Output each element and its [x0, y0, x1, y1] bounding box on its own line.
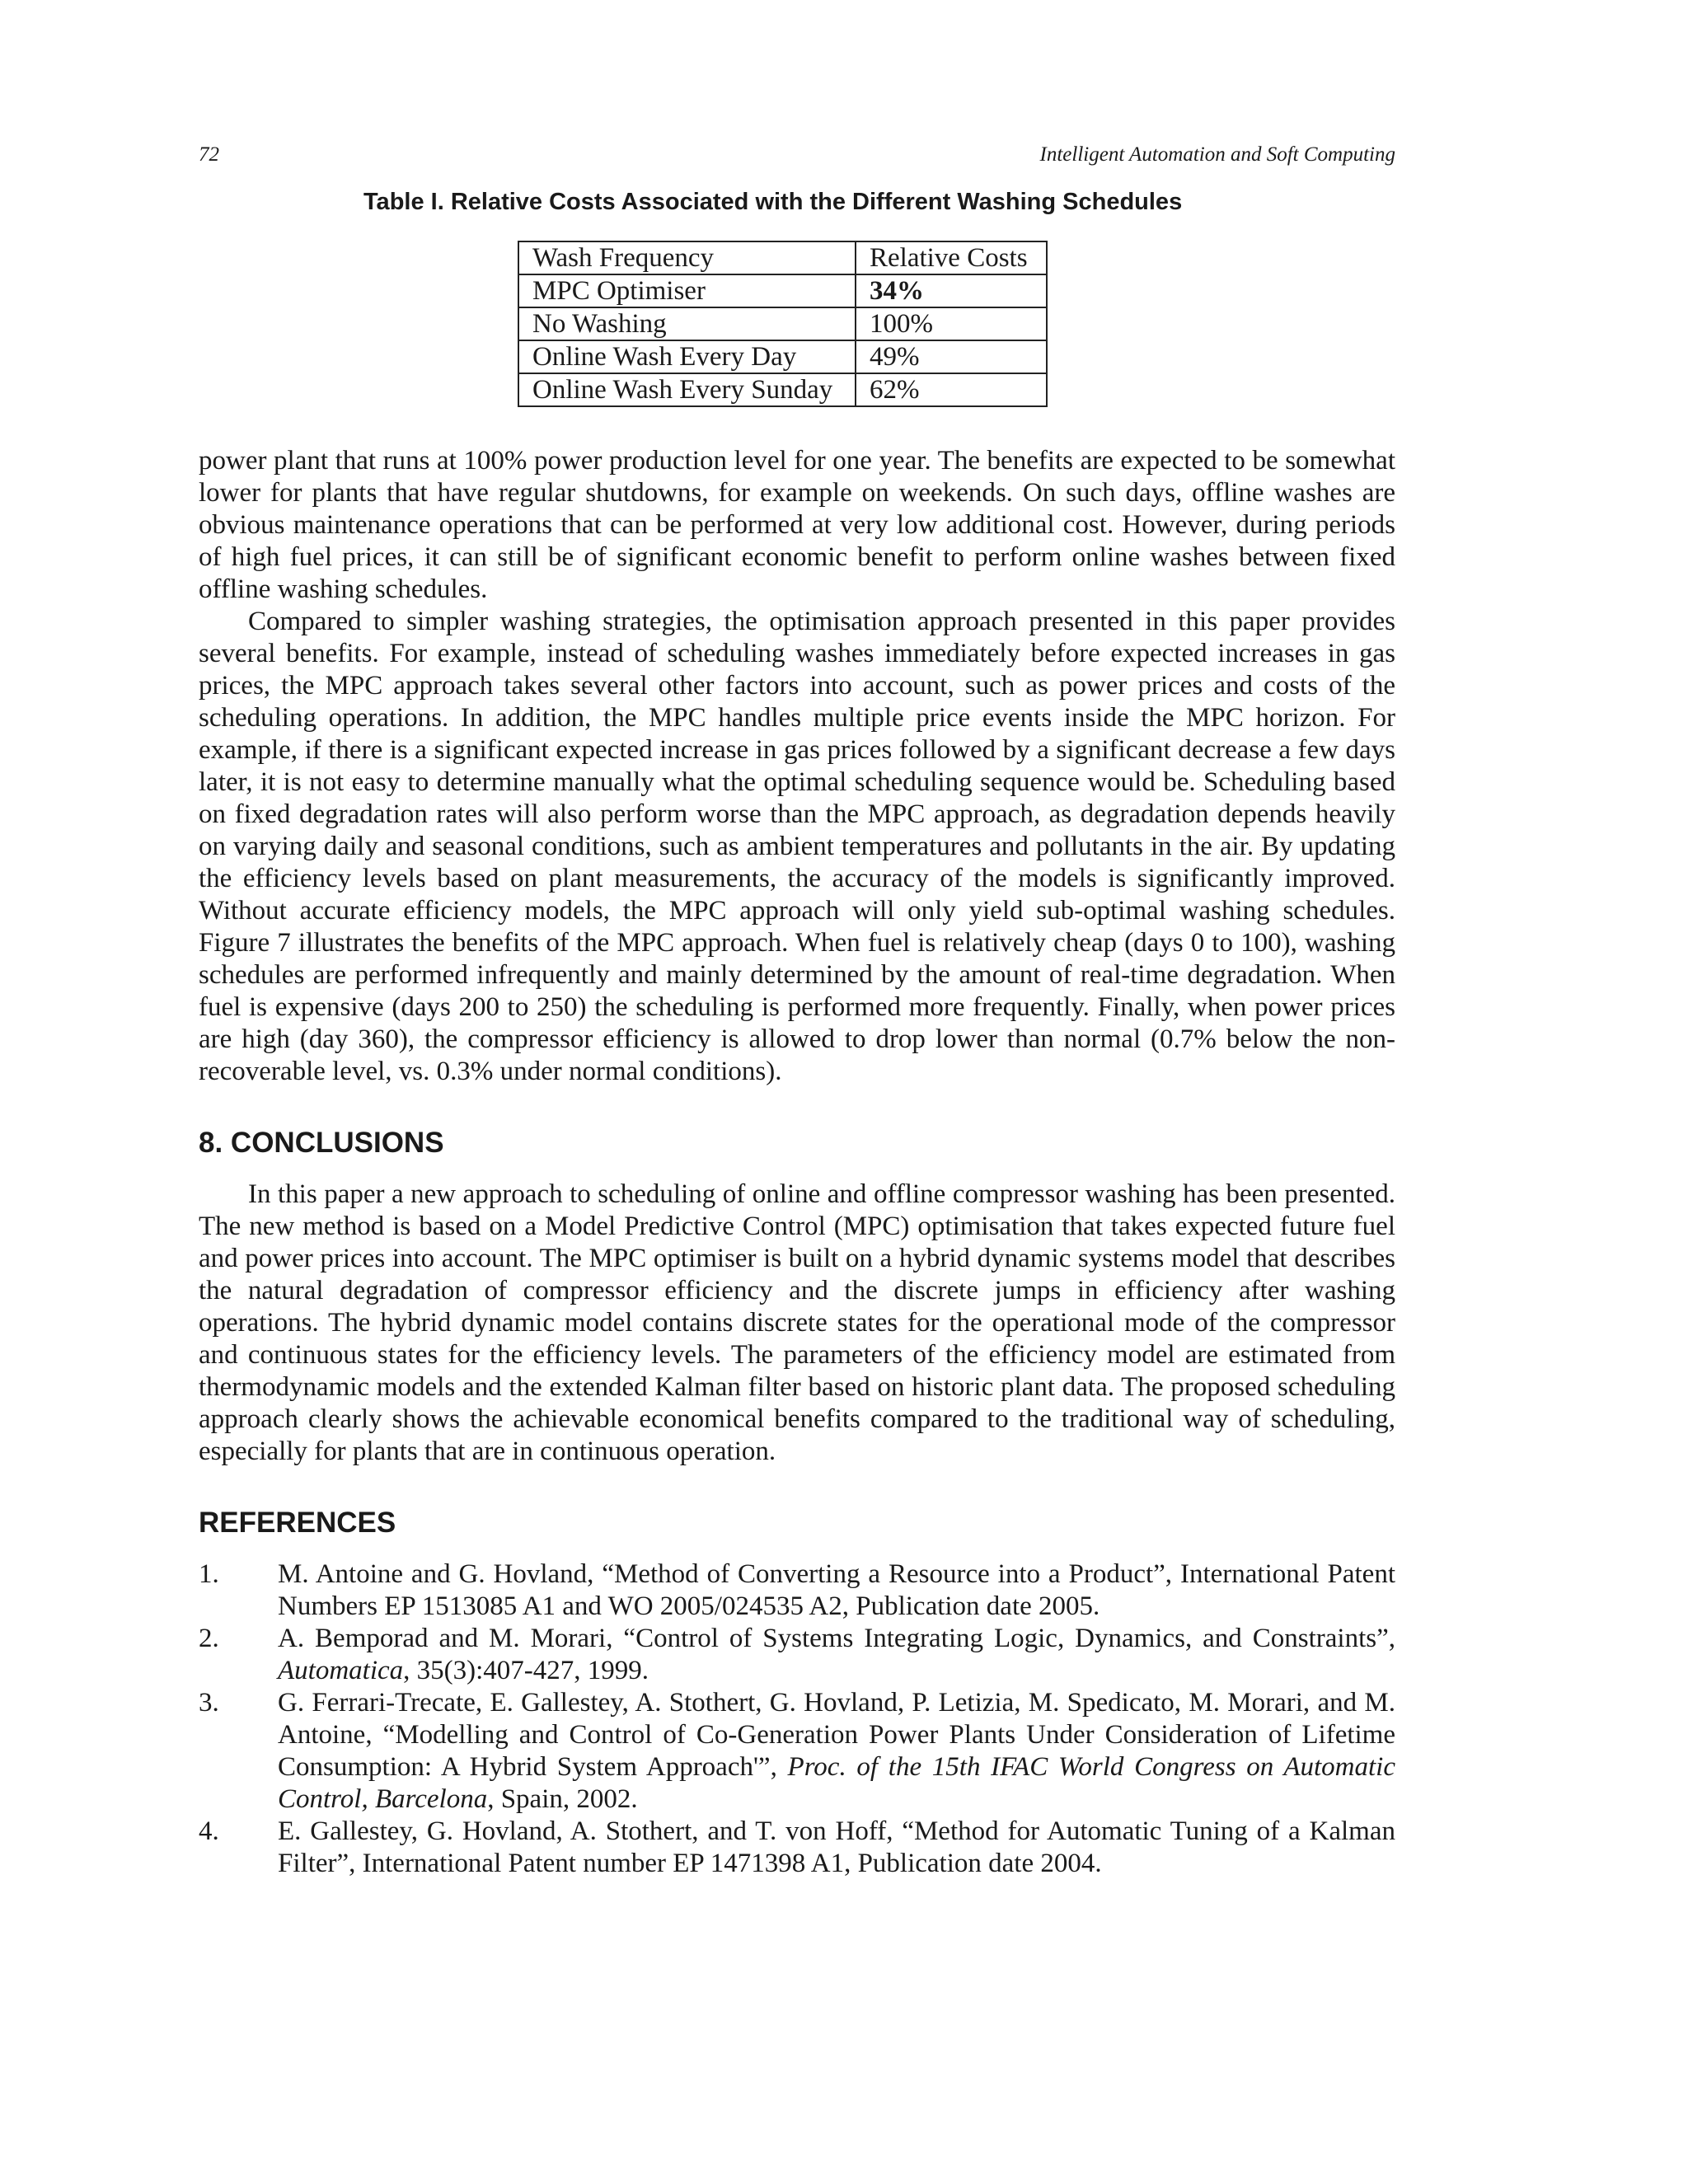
reference-number: 3.: [199, 1688, 219, 1718]
table-row: [518, 274, 1047, 307]
reference-text-part: G. Ferrari-Trecate, E. Gallestey, A. Stothert, G. Hovland, P. Letizia, M. Spedicato, M. Morari, and M. Antoine, “Modelling and Control of Co-Generation Power Plants Under Consideration of Lifetime Consumption: A Hybrid System Approach'”,: [278, 1688, 1395, 1782]
reference-number: 1.: [199, 1559, 219, 1589]
reference-text-part: E. Gallestey, G. Hovland, A. Stothert, and T. von Hoff, “Method for Automatic Tuning of a Kalman Filter”, International Patent number EP 1471398 A1, Publication date 2004.: [278, 1816, 1395, 1878]
table-header-row: [518, 241, 1047, 274]
table-header-cell: Wash Frequency: [518, 241, 856, 274]
table-row: [518, 307, 1047, 340]
reference-text: [278, 1623, 1395, 1687]
reference-text-part: , 35(3):407-427, 1999.: [403, 1656, 649, 1685]
reference-text: [278, 1687, 1395, 1816]
table-cell: 34%: [856, 274, 1047, 307]
table-caption: Table I. Relative Costs Associated with the Different Washing Schedules: [363, 189, 1183, 215]
reference-text-part: A. Bemporad and M. Morari, “Control of Systems Integrating Logic, Dynamics, and Constraints”,: [278, 1624, 1395, 1653]
running-header: [199, 140, 1395, 170]
table-row: [518, 340, 1047, 373]
table-row: [518, 373, 1047, 406]
reference-text: [278, 1558, 1395, 1623]
reference-number: 4.: [199, 1816, 219, 1846]
table-header-cell: Relative Costs: [856, 241, 1047, 274]
paragraph: Compared to simpler washing strategies, the optimisation approach presented in this paper provides several benefits. For example, instead of scheduling washes immediately before expected increases in gas prices, the MPC approach takes several other factors into account, such as power prices and costs of the scheduling operations. In addition, the MPC handles multiple price events inside the MPC horizon. For example, if there is a significant expected increase in gas prices followed by a significant decrease a few days later, it is not easy to determine manually what the optimal scheduling sequence would be. Scheduling based on fixed degradation rates will also perform worse than the MPC approach, as degradation depends heavily on varying daily and seasonal conditions, such as ambient temperatures and pollutants in the air. By updating the efficiency levels based on plant measurements, the accuracy of the models is significantly improved. Without accurate efficiency models, the MPC approach will only yield sub-optimal washing schedules. Figure 7 illustrates the benefits of the MPC approach. When fuel is relatively cheap (days 0 to 100), washing schedules are performed infrequently and mainly determined by the amount of real-time degradation. When fuel is expensive (days 200 to 250) the scheduling is performed more frequently. Finally, when power prices are high (day 360), the compressor efficiency is allowed to drop lower than normal (0.7% below the non-recoverable level, vs. 0.3% under normal conditions).: [199, 607, 1395, 1086]
body-text: [199, 445, 1395, 1088]
reference-item: [199, 1816, 1395, 1880]
reference-item: [199, 1558, 1395, 1623]
table-cell: 62%: [856, 373, 1047, 406]
paper-page: [199, 140, 1395, 1880]
conclusions-heading: 8. CONCLUSIONS: [199, 1127, 444, 1159]
page-number: 72: [199, 143, 219, 166]
reference-text-part: M. Antoine and G. Hovland, “Method of Converting a Resource into a Product”, International Patent Numbers EP 1513085 A1 and WO 2005/024535 A2, Publication date 2005.: [278, 1559, 1395, 1621]
conclusions-text: [199, 1179, 1395, 1468]
reference-item: [199, 1687, 1395, 1816]
reference-number: 2.: [199, 1624, 219, 1653]
paragraph: power plant that runs at 100% power production level for one year. The benefits are expected to be somewhat lower for plants that have regular shutdowns, for example on weekends. On such days, offline washes are obvious maintenance operations that can be performed at very low additional cost. However, during periods of high fuel prices, it can still be of significant economic benefit to perform online washes between fixed offline washing schedules.: [199, 446, 1395, 604]
reference-text-part: , Spain, 2002.: [487, 1784, 638, 1814]
table-cell: Online Wash Every Sunday: [518, 373, 856, 406]
table-cell: Online Wash Every Day: [518, 340, 856, 373]
table-cell: 100%: [856, 307, 1047, 340]
table-cell: 49%: [856, 340, 1047, 373]
paragraph: In this paper a new approach to scheduling of online and offline compressor washing has been presented. The new method is based on a Model Predictive Control (MPC) optimisation that takes expected future fuel and power prices into account. The MPC optimiser is built on a hybrid dynamic systems model that describes the natural degradation of compressor efficiency and the discrete jumps in efficiency after washing operations. The hybrid dynamic model contains discrete states for the operational mode of the compressor and continuous states for the efficiency levels. The parameters of the efficiency model are estimated from thermodynamic models and the extended Kalman filter based on historic plant data. The proposed scheduling approach clearly shows the achievable economical benefits compared to the traditional way of scheduling, especially for plants that are in continuous operation.: [199, 1179, 1395, 1466]
table-cell: MPC Optimiser: [518, 274, 856, 307]
table-cell: No Washing: [518, 307, 856, 340]
reference-item: [199, 1623, 1395, 1687]
references-heading: REFERENCES: [199, 1507, 396, 1539]
relative-costs-table: [518, 241, 1048, 407]
journal-title: Intelligent Automation and Soft Computing: [1039, 143, 1395, 166]
reference-venue: Automatica: [278, 1656, 404, 1685]
references-list: [199, 1558, 1395, 1880]
reference-venue: Proc. of the 15th IFAC World Congress on Automatic Control, Barcelona: [278, 1752, 1395, 1814]
reference-text: [278, 1816, 1395, 1880]
